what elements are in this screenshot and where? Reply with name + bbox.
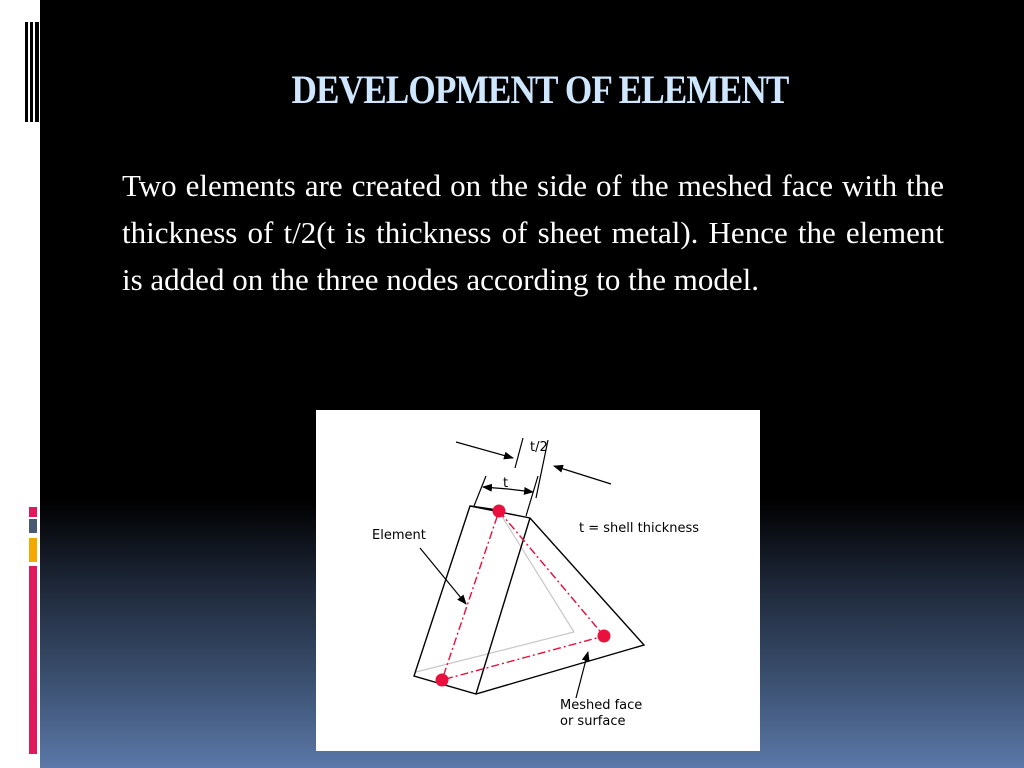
meshed-face-shape (416, 510, 574, 672)
label-t: t (503, 476, 509, 491)
node-top (493, 505, 506, 518)
strip-accent-orange (29, 538, 37, 562)
slide-title: DEVELOPMENT OF ELEMENT (291, 67, 789, 112)
meshed-face-pointer-arrow (576, 652, 588, 698)
node-bottom-left (436, 674, 449, 687)
label-meshed-face: Meshed face (560, 698, 643, 713)
element-diagram-svg (316, 410, 760, 751)
document-lines-icon (25, 22, 39, 122)
label-shell-thickness: t = shell thickness (579, 521, 700, 536)
label-t-half: t/2 (530, 440, 548, 455)
strip-accent-pink (29, 566, 37, 754)
label-element: Element (372, 528, 426, 543)
element-triangle (442, 511, 604, 680)
strip-accent-gray (29, 519, 37, 533)
element-pointer-arrow (420, 548, 466, 604)
element-diagram (316, 410, 760, 751)
left-decor-strip (0, 0, 40, 768)
label-or-surface: or surface (560, 714, 626, 729)
strip-accent-pink-top (29, 507, 37, 517)
node-right (598, 630, 611, 643)
slide-body-text: Two elements are created on the side of the meshed face with the thickness of t/2(t is thickness of sheet metal). Hence the element is added on the three nodes according to the model. (122, 168, 944, 297)
